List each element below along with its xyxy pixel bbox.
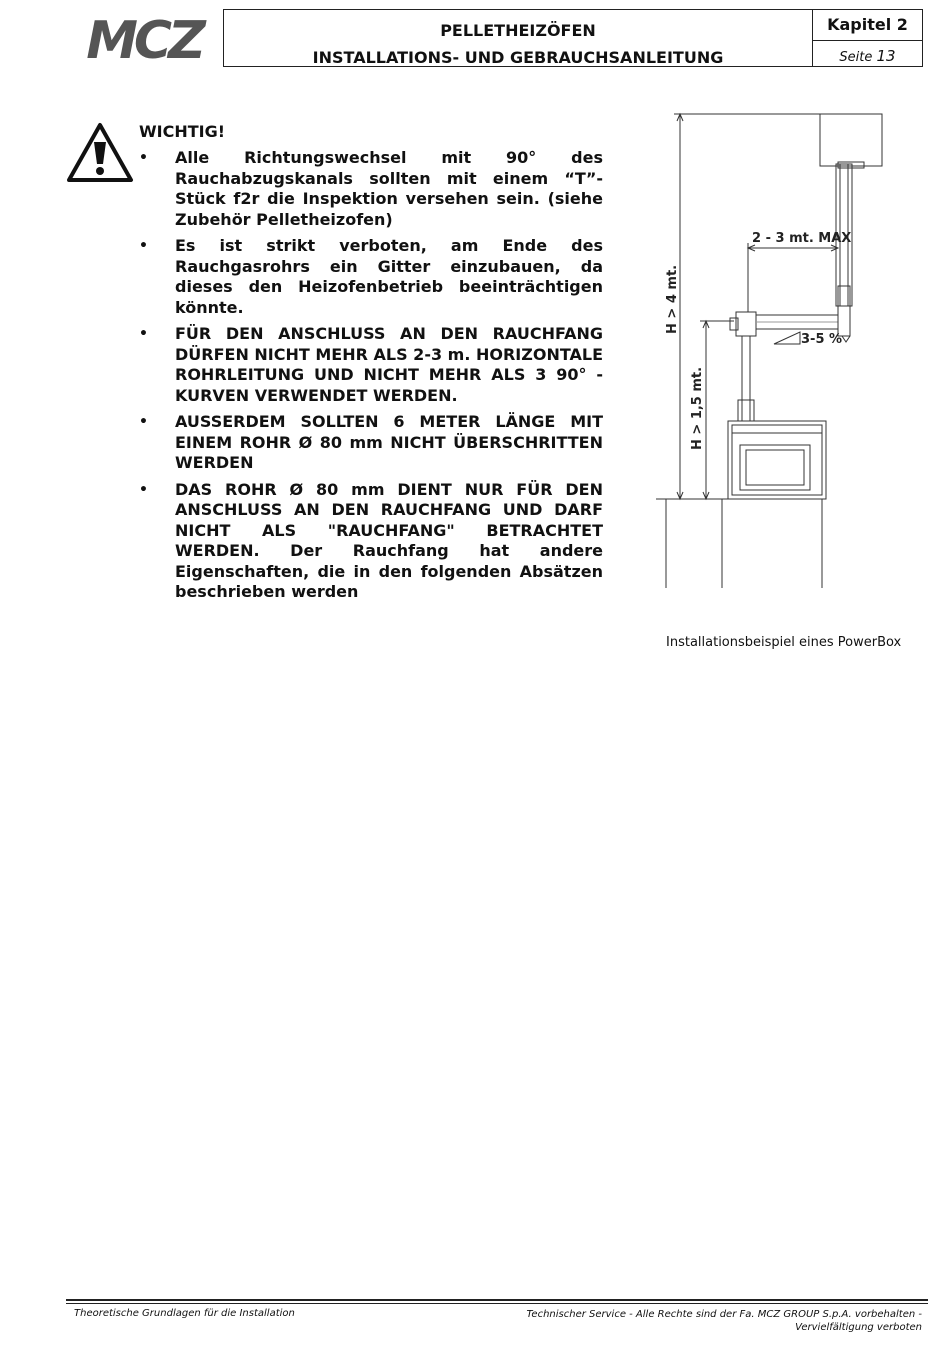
page-number: 13	[876, 47, 896, 65]
list-item	[139, 412, 603, 474]
warning-heading: WICHTIG!	[139, 122, 226, 141]
list-item-text: Es ist strikt verboten, am Ende des Rauchgasrohrs ein Gitter einzubauen, da dieses den Heizofenbetrieb beeinträchtigen könnte.	[175, 236, 603, 317]
list-item	[139, 324, 603, 406]
footer-copyright: Technischer Service - Alle Rechte sind der Fa. MCZ GROUP S.p.A. vorbehalten - Vervielfältigung verboten	[526, 1309, 922, 1333]
list-item-text: AUSSERDEM SOLLTEN 6 METER LÄNGE MIT EINEM ROHR Ø 80 mm NICHT ÜBERSCHRITTEN WERDEN	[175, 412, 603, 472]
bullet-icon: •	[139, 150, 148, 166]
mcz-logo	[66, 14, 222, 62]
installation-diagram	[650, 108, 940, 598]
header-title-cell	[224, 10, 813, 66]
horizontal-length-label: 2 - 3 mt. MAX	[752, 231, 852, 246]
list-item-text: DAS ROHR Ø 80 mm DIENT NUR FÜR DEN ANSCHLUSS AN DEN RAUCHFANG UND DARF NICHT ALS "RAUCHFANG" BETRACHTET WERDEN. Der Rauchfang hat andere Eigenschaften, die in den folgenden Absätzen beschrieben werden	[175, 479, 603, 601]
diagram-caption: Installationsbeispiel eines PowerBox	[666, 635, 902, 650]
bullet-icon: •	[139, 238, 148, 254]
header-box	[223, 9, 923, 67]
list-item-text: Alle Richtungswechsel mit 90° des Rauchabzugskanals sollten mit einem “T”-Stück f2r die Inspektion versehen sein. (siehe Zubehör Pelletheizofen)	[175, 148, 603, 229]
header-chapter-cell	[813, 10, 922, 66]
list-item-text: FÜR DEN ANSCHLUSS AN DEN RAUCHFANG DÜRFEN NICHT MEHR ALS 2-3 m. HORIZONTALE ROHRLEITUNG UND NICHT MEHR ALS 3 90° - KURVEN VERWENDET WERDEN.	[175, 324, 604, 405]
warning-triangle-icon	[66, 122, 134, 184]
footer-section-title: Theoretische Grundlagen für die Installation	[74, 1308, 295, 1319]
footer-rule-thin	[66, 1303, 928, 1304]
slope-label: 3-5 %	[801, 332, 843, 347]
document-title: PELLETHEIZÖFEN	[440, 21, 596, 40]
height-total-label: H > 4 mt.	[665, 264, 680, 334]
footer-rule	[66, 1299, 928, 1301]
list-item	[139, 480, 603, 603]
chapter-label: Kapitel 2	[813, 10, 922, 41]
warning-list	[139, 148, 603, 609]
page-indicator	[813, 47, 922, 65]
svg-text:MCZ: MCZ	[86, 14, 202, 62]
bullet-icon: •	[139, 326, 148, 342]
height-lower-label: H > 1,5 mt.	[690, 366, 705, 450]
bullet-icon: •	[139, 481, 148, 498]
bullet-icon: •	[139, 414, 148, 430]
list-item	[139, 148, 603, 230]
document-subtitle: INSTALLATIONS- UND GEBRAUCHSANLEITUNG	[312, 48, 724, 67]
page-label: Seite	[839, 50, 873, 65]
list-item	[139, 236, 603, 318]
